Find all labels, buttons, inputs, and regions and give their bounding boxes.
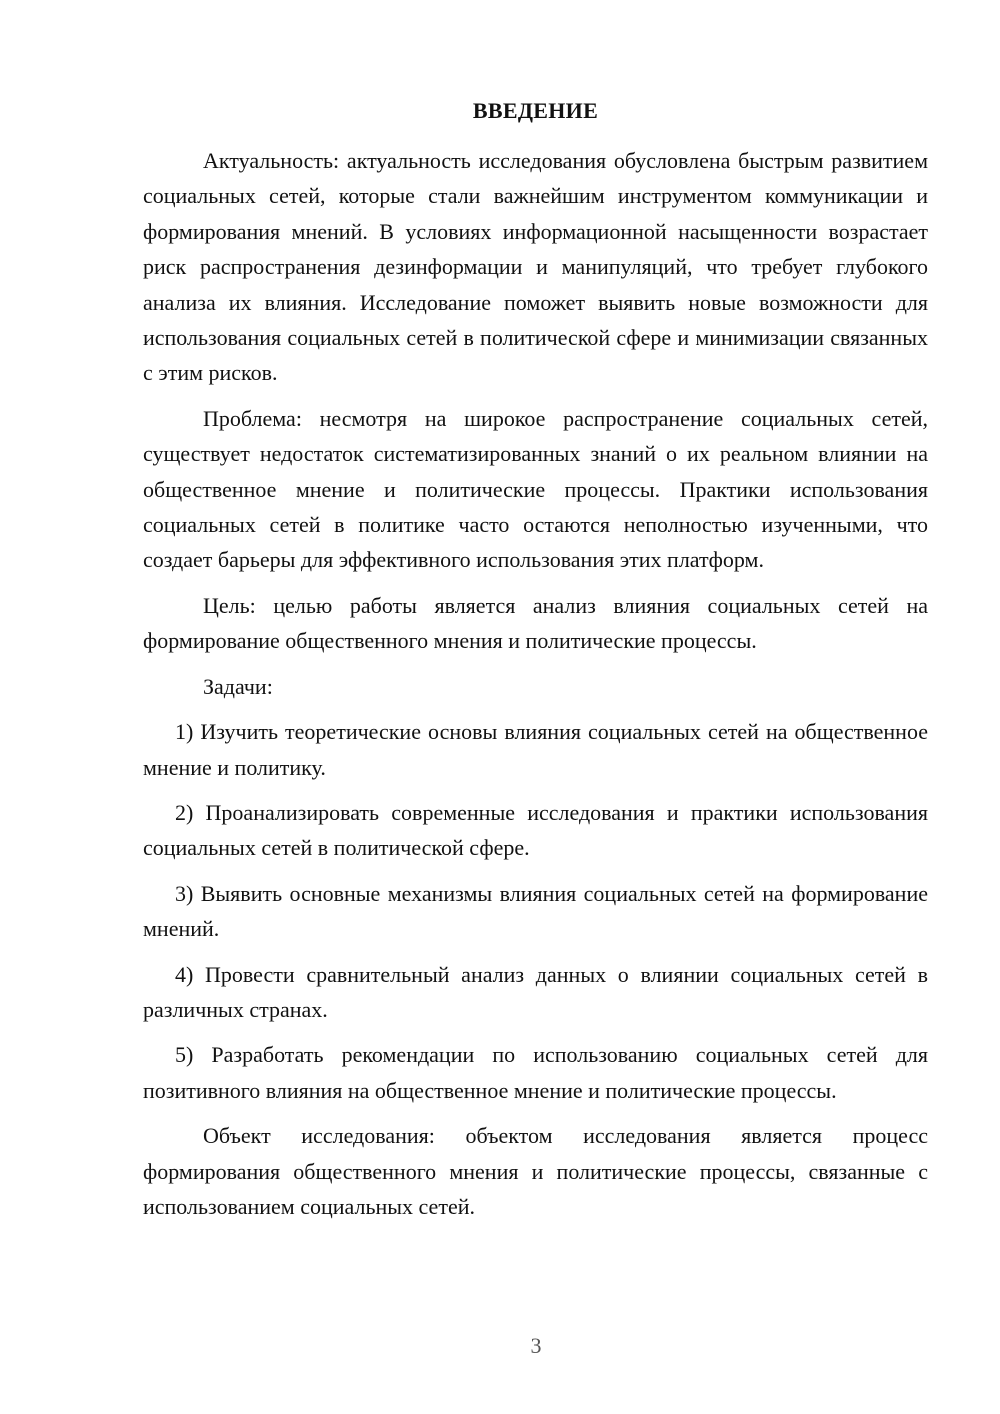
task-item-1: 1) Изучить теоретические основы влияния социальных сетей на общественное мнение и политику. [143,719,928,780]
relevance-paragraph: Актуальность: актуальность исследования обусловлена быстрым развитием социальных сетей, которые стали важнейшим инструментом коммуникации и формирования мнений. В условиях информационной насыщенности возрастает риск распространения дезинформации и манипуляций, что требует глубокого анализа их влияния. Исследование поможет выявить новые возможности для использования социальных сетей в политической сфере и минимизации связанных с этим рисков. [143,148,928,386]
task-item-5: 5) Разработать рекомендации по использованию социальных сетей для позитивного влияния на общественное мнение и политические процессы. [143,1042,928,1103]
goal-paragraph: Цель: целью работы является анализ влияния социальных сетей на формирование общественного мнения и политические процессы. [143,592,928,654]
tasks-heading: Задачи: [203,673,273,699]
problem-paragraph: Проблема: несмотря на широкое распространение социальных сетей, существует недостаток систематизированных знаний о их реальном влиянии на общественное мнение и политические процессы. Практики использования социальных сетей в политике часто остаются неполностью изученными, что создает барьеры для эффективного использования этих платформ. [143,405,928,573]
page-number: 3 [530,1333,542,1358]
task-item-3: 3) Выявить основные механизмы влияния социальных сетей на формирование мнений. [143,880,928,942]
task-item-2: 2) Проанализировать современные исследования и практики использования социальных сетей в политической сфере. [143,799,928,861]
page-title: ВВЕДЕНИЕ [472,98,599,123]
page-content [143,93,928,1224]
object-paragraph: Объект исследования: объектом исследования является процесс формирования общественного мнения и политические процессы, связанные с использованием социальных сетей. [143,1123,928,1219]
task-item-4: 4) Провести сравнительный анализ данных о влиянии социальных сетей в различных странах. [143,961,928,1022]
